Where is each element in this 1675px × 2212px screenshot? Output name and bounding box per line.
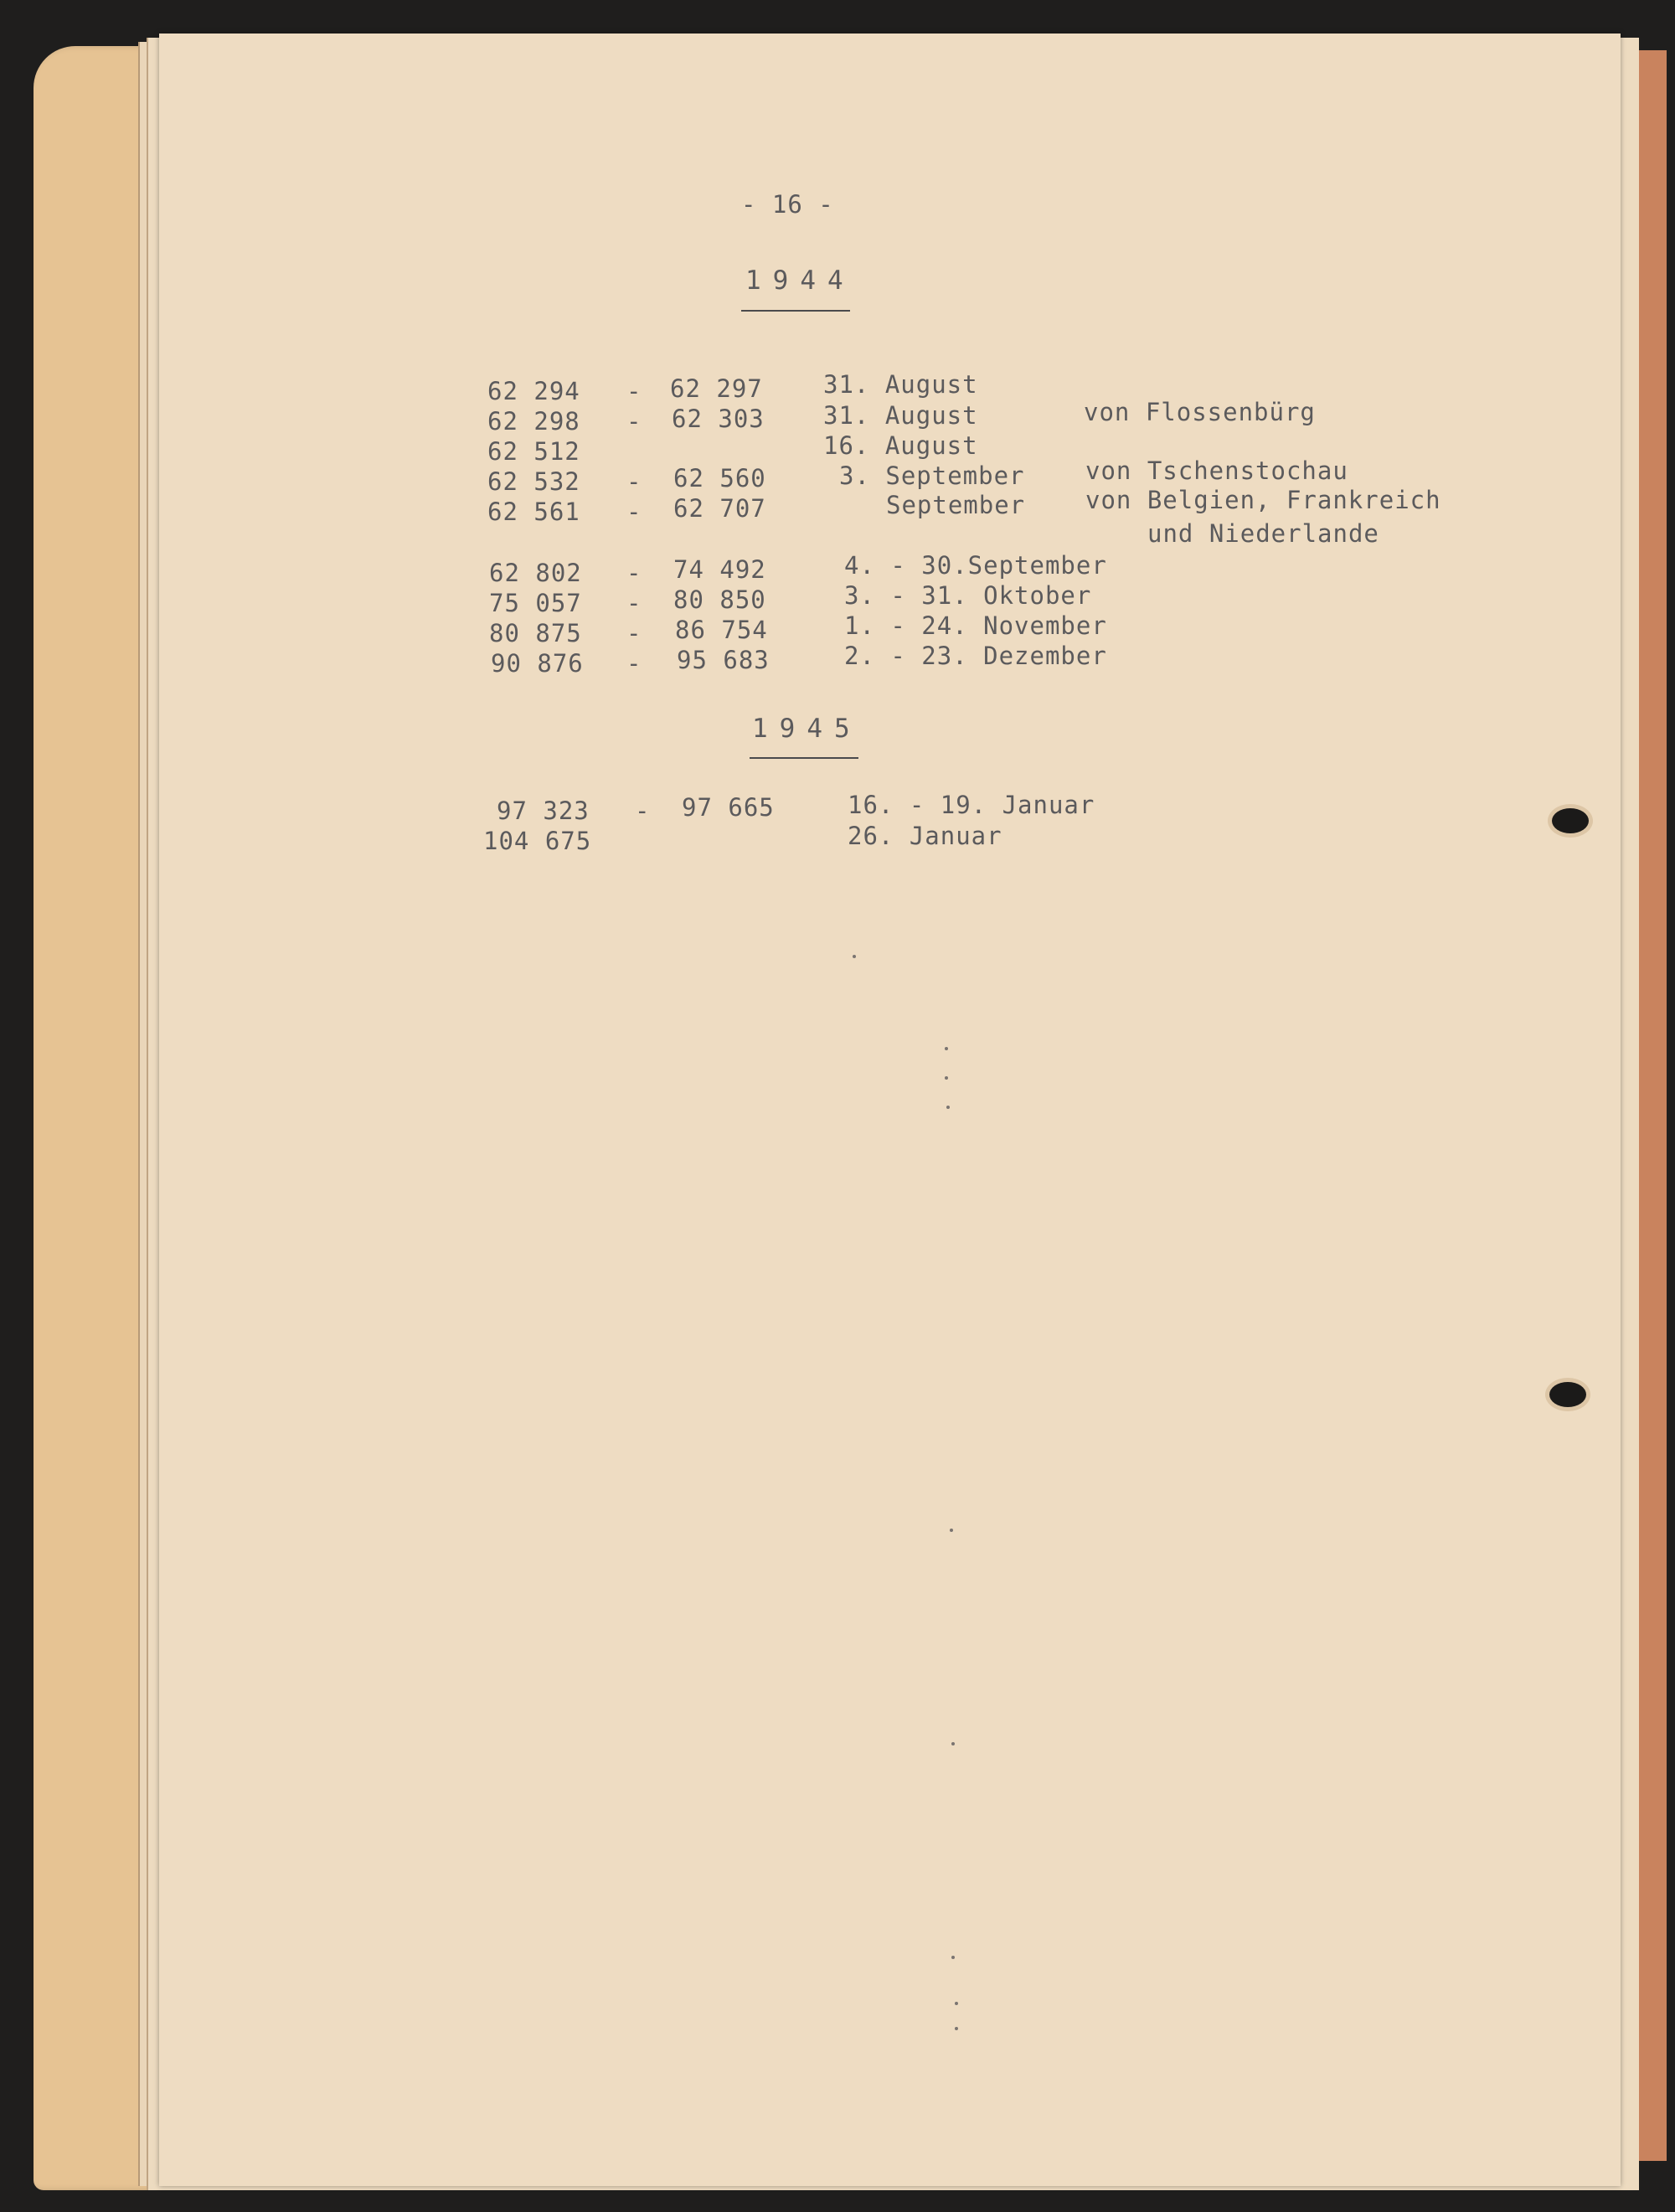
range-dash: - (626, 377, 642, 405)
range-dash: - (626, 649, 642, 678)
number-from: 90 876 (491, 649, 584, 678)
paper-speck (945, 1076, 948, 1080)
number-from: 62 561 (487, 498, 580, 526)
number-from: 62 512 (487, 437, 580, 466)
paper-speck (951, 1956, 955, 1959)
date: 16. August (823, 431, 978, 460)
date: 3. September (839, 461, 1025, 490)
paper-speck (950, 1529, 953, 1532)
number-to: 86 754 (675, 616, 768, 644)
range-dash: - (626, 589, 642, 617)
number-to: 62 303 (672, 405, 765, 433)
date: 4. - 30.September (844, 551, 1107, 580)
date: 1. - 24. November (844, 611, 1107, 640)
date: 2. - 23. Dezember (844, 642, 1107, 670)
range-dash: - (635, 797, 651, 825)
year-heading-1944: 1944 (745, 266, 855, 296)
origin: von Tschenstochau (1085, 456, 1348, 485)
paper-speck (946, 1106, 950, 1109)
paper-speck (951, 1742, 955, 1745)
number-to: 62 560 (673, 464, 766, 492)
number-from: 75 057 (489, 589, 582, 617)
range-dash: - (626, 619, 642, 647)
year-underline (741, 310, 850, 312)
document-page (159, 34, 1621, 2186)
number-from: 62 802 (489, 559, 582, 587)
paper-speck (945, 1047, 948, 1050)
number-to: 80 850 (673, 585, 766, 614)
range-dash: - (626, 467, 642, 496)
number-to: 62 707 (673, 494, 766, 523)
origin: von Flossenbürg (1084, 398, 1316, 426)
date: 16. - 19. Januar (848, 791, 1095, 819)
punch-hole (1552, 808, 1589, 833)
range-dash: - (626, 498, 642, 526)
date: 26. Januar (848, 822, 1002, 850)
date: 31. August (823, 401, 978, 430)
paper-speck (955, 2002, 958, 2005)
date: 3. - 31. Oktober (844, 581, 1092, 610)
origin: von Belgien, Frankreich (1085, 486, 1441, 514)
date: September (886, 491, 1026, 519)
number-to: 97 665 (682, 793, 775, 822)
year-underline (750, 757, 858, 759)
punch-hole (1549, 1382, 1586, 1407)
number-from: 97 323 (497, 797, 590, 825)
number-to: 95 683 (677, 646, 770, 674)
number-from: 104 675 (483, 827, 592, 855)
number-to: 62 297 (670, 374, 763, 403)
page-number: - 16 - (741, 190, 834, 219)
number-from: 80 875 (489, 619, 582, 647)
year-heading-1945: 1945 (752, 714, 862, 744)
paper-speck (955, 2027, 958, 2030)
paper-speck (853, 955, 856, 958)
date: 31. August (823, 370, 978, 399)
range-dash: - (626, 559, 642, 587)
number-to: 74 492 (673, 555, 766, 584)
number-from: 62 532 (487, 467, 580, 496)
range-dash: - (626, 407, 642, 436)
number-from: 62 294 (487, 377, 580, 405)
origin-continued: und Niederlande (1147, 519, 1379, 548)
number-from: 62 298 (487, 407, 580, 436)
